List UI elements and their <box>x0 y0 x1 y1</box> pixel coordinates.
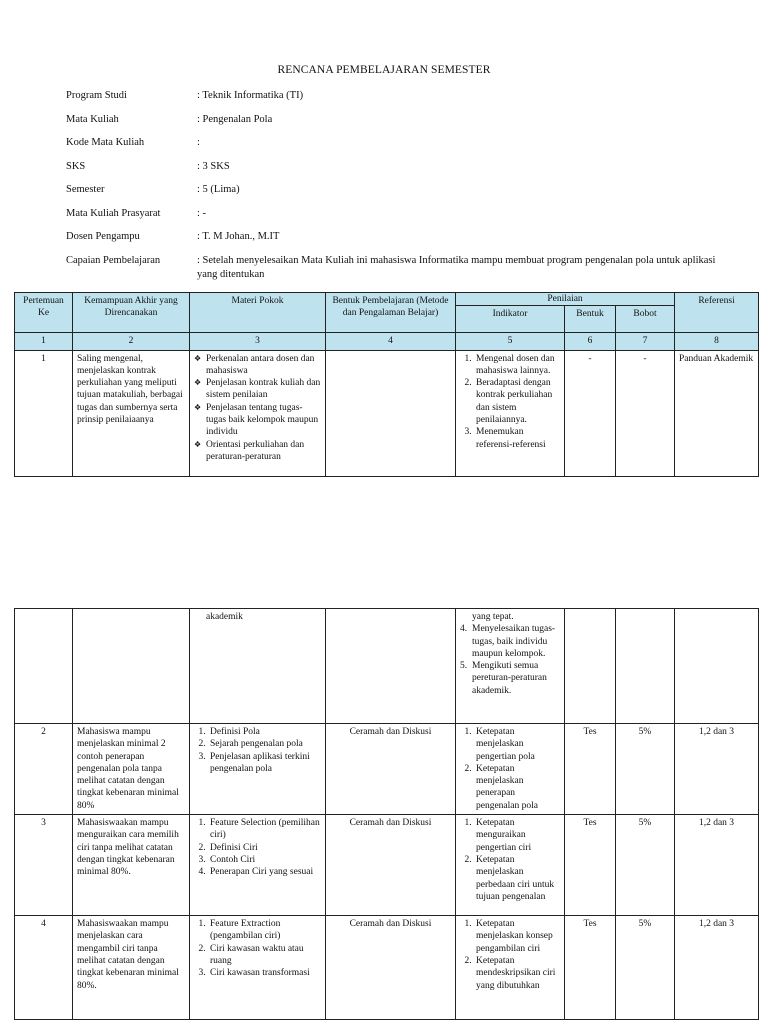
list-item: 4. Penerapan Ciri yang sesuai <box>208 866 321 878</box>
cell-referensi <box>675 609 759 724</box>
list-item: 3. Ciri kawasan transformasi <box>208 967 321 979</box>
cell-bentuk: Tes <box>565 815 616 916</box>
list-item: 1. Mengenal dosen dan mahasiswa lainnya. <box>474 353 560 378</box>
header-materi: Materi Pokok <box>190 293 326 333</box>
cell-pertemuan: 3 <box>15 815 73 916</box>
info-label: Dosen Pengampu <box>66 231 140 242</box>
table-row <box>15 916 759 1020</box>
list-item: 1. Ketepatan menjelaskan pengertian pola <box>474 726 560 763</box>
cell-materi <box>190 724 326 815</box>
cell-bentuk: Tes <box>565 916 616 1020</box>
list-number: 4. <box>460 624 468 635</box>
list-item: ❖ Perkenalan antara dosen dan mahasiswa <box>206 353 321 378</box>
column-number: 1 <box>15 333 73 350</box>
list-item <box>460 623 560 660</box>
cell-materi <box>190 350 326 476</box>
list-item: 1. Feature Extraction (pengambilan ciri) <box>208 918 321 943</box>
info-row-prasyarat <box>66 202 726 226</box>
cell-kemampuan: Mahasiswaakan mampu menjelaskan cara mengambil ciri tanpa melihat catatan dengan tingkat kebenaran minimal 80%. <box>73 916 190 1020</box>
info-label: SKS <box>66 160 86 172</box>
info-label: Mata Kuliah Prasyarat <box>66 207 161 219</box>
cell-kemampuan: Mahasiswaakan mampu menguraikan cara memilih ciri tanpa melihat catatan dengan tingkat kebenaran minimal 80%. <box>73 815 190 916</box>
list-text: Menyelesaikan tugas-tugas, baik individu maupun kelompok. <box>472 624 556 659</box>
document-title: RENCANA PEMBELAJARAN SEMESTER <box>277 64 491 76</box>
header-indikator: Indikator <box>456 306 565 333</box>
list-item <box>460 660 560 697</box>
info-value: : <box>197 137 200 148</box>
info-label: Mata Kuliah <box>66 113 119 125</box>
list-item: 2. Ketepatan mendeskripsikan ciri yang dibutuhkan <box>474 955 560 992</box>
materi-list <box>194 918 321 979</box>
cell-kemampuan <box>73 609 190 724</box>
list-item: 3. Contoh Ciri <box>208 854 321 866</box>
list-item: 2. Ketepatan menjelaskan penerapan pengenalan pola <box>474 763 560 812</box>
cell-indikator <box>456 609 565 724</box>
rps-table-part-2 <box>14 608 759 1020</box>
column-number: 5 <box>456 333 565 350</box>
list-item: 3. Menemukan referensi-referensi <box>474 426 560 451</box>
cell-bentuk: Tes <box>565 724 616 815</box>
info-row-mata-kuliah <box>66 108 726 132</box>
cell-bobot: 5% <box>616 724 675 815</box>
rps-table-part-1 <box>14 292 759 477</box>
table-row <box>15 724 759 815</box>
materi-list <box>194 817 321 878</box>
indikator-list <box>460 726 560 812</box>
list-item: ❖ Penjelasan tentang tugas-tugas baik kelompok maupun individu <box>206 402 321 439</box>
cell-indikator <box>456 916 565 1020</box>
indikator-list <box>460 817 560 903</box>
cell-indikator <box>456 724 565 815</box>
info-value: : Setelah menyelesaikan Mata Kuliah ini mahasiswa Informatika mampu membuat program pengenalan pola untuk aplikasi yang ditentukan <box>197 254 716 280</box>
column-number: 2 <box>73 333 190 350</box>
cell-pertemuan: 2 <box>15 724 73 815</box>
column-number: 7 <box>616 333 675 350</box>
header-penilaian: Penilaian <box>456 293 675 306</box>
cell-materi <box>190 815 326 916</box>
header-bentuk-pembelajaran: Bentuk Pembelajaran (Metode dan Pengalaman Belajar) <box>326 293 456 333</box>
materi-list <box>194 726 321 775</box>
table-row-continuation <box>15 609 759 724</box>
info-row-semester <box>66 178 726 202</box>
indikator-list <box>460 918 560 992</box>
cell-metode: Ceramah dan Diskusi <box>326 815 456 916</box>
course-info <box>66 84 726 282</box>
cell-bobot <box>616 609 675 724</box>
list-item: 2. Beradaptasi dengan kontrak perkuliahan dan sistem penilaiannya. <box>474 377 560 426</box>
table-row <box>15 350 759 476</box>
info-row-program-studi <box>66 84 726 108</box>
info-value: : 5 (Lima) <box>197 184 240 195</box>
cell-bobot: 5% <box>616 916 675 1020</box>
cell-materi: akademik <box>190 609 326 724</box>
list-item: 2. Ketepatan menjelaskan perbedaan ciri untuk tujuan pengenalan <box>474 854 560 903</box>
cell-referensi: 1,2 dan 3 <box>675 724 759 815</box>
info-value: : - <box>197 207 207 219</box>
cell-bentuk: - <box>565 350 616 476</box>
table-row <box>15 815 759 916</box>
info-label: Kode Mata Kuliah <box>66 137 145 148</box>
info-label: Capaian Pembelajaran <box>66 254 161 266</box>
cell-referensi: Panduan Akademik <box>675 350 759 476</box>
list-item: 1. Definisi Pola <box>208 726 321 738</box>
list-item: 2. Sejarah pengenalan pola <box>208 738 321 750</box>
column-number-row <box>15 333 759 350</box>
cell-pertemuan <box>15 609 73 724</box>
cell-metode <box>326 350 456 476</box>
header-pertemuan: Pertemuan Ke <box>15 293 73 333</box>
cell-materi <box>190 916 326 1020</box>
cell-indikator <box>456 350 565 476</box>
list-item: 2. Ciri kawasan waktu atau ruang <box>208 943 321 968</box>
column-number: 4 <box>326 333 456 350</box>
info-row-kode-mata-kuliah <box>66 131 726 155</box>
info-value: : 3 SKS <box>197 160 230 172</box>
cell-bobot: 5% <box>616 815 675 916</box>
header-bobot: Bobot <box>616 306 675 333</box>
header-bentuk: Bentuk <box>565 306 616 333</box>
cell-metode <box>326 609 456 724</box>
list-number: 5. <box>460 661 468 672</box>
info-value: : Teknik Informatika (TI) <box>197 90 304 101</box>
list-item: 3. Penjelasan aplikasi terkini pengenalan pola <box>208 751 321 776</box>
header-referensi: Referensi <box>675 293 759 333</box>
cell-indikator <box>456 815 565 916</box>
info-label: Semester <box>66 184 105 195</box>
info-row-dosen-pengampu <box>66 225 726 249</box>
list-item: 1. Ketepatan menguraikan pengertian ciri <box>474 817 560 854</box>
info-value: : T. M Johan., M.IT <box>197 231 280 242</box>
materi-list <box>194 353 321 464</box>
list-item: ❖ Orientasi perkuliahan dan peraturan-peraturan <box>206 439 321 464</box>
info-row-sks <box>66 155 726 179</box>
cell-referensi: 1,2 dan 3 <box>675 815 759 916</box>
list-item: 2. Definisi Ciri <box>208 842 321 854</box>
info-value: : Pengenalan Pola <box>197 113 273 125</box>
column-number: 8 <box>675 333 759 350</box>
indikator-list <box>460 353 560 451</box>
list-item: 1. Feature Selection (pemilihan ciri) <box>208 817 321 842</box>
cell-pertemuan: 4 <box>15 916 73 1020</box>
column-number: 3 <box>190 333 326 350</box>
cell-bentuk <box>565 609 616 724</box>
cell-metode: Ceramah dan Diskusi <box>326 916 456 1020</box>
indikator-lead: yang tepat. <box>472 612 514 622</box>
cell-metode: Ceramah dan Diskusi <box>326 724 456 815</box>
header-kemampuan: Kemampuan Akhir yang Direncanakan <box>73 293 190 333</box>
cell-referensi: 1,2 dan 3 <box>675 916 759 1020</box>
info-label: Program Studi <box>66 90 127 101</box>
cell-kemampuan: Saling mengenal, menjelaskan kontrak perkuliahan yang meliputi tujuan matakuliah, berbagai tugas dan sumbernya serta prinsip penilaiaanya <box>73 350 190 476</box>
cell-bobot: - <box>616 350 675 476</box>
list-item: 1. Ketepatan menjelaskan konsep pengambilan ciri <box>474 918 560 955</box>
list-item: ❖ Penjelasan kontrak kuliah dan sistem penilaian <box>206 377 321 402</box>
cell-pertemuan: 1 <box>15 350 73 476</box>
column-number: 6 <box>565 333 616 350</box>
info-row-capaian <box>66 249 726 282</box>
list-text: Mengikuti semua pereturan-peraturan akademik. <box>472 661 547 696</box>
header-row <box>15 293 759 306</box>
cell-kemampuan: Mahasiswa mampu menjelaskan minimal 2 contoh penerapan pengenalan pola tanpa melihat catatan dengan tingkat kebenaran minimal 80% <box>73 724 190 815</box>
